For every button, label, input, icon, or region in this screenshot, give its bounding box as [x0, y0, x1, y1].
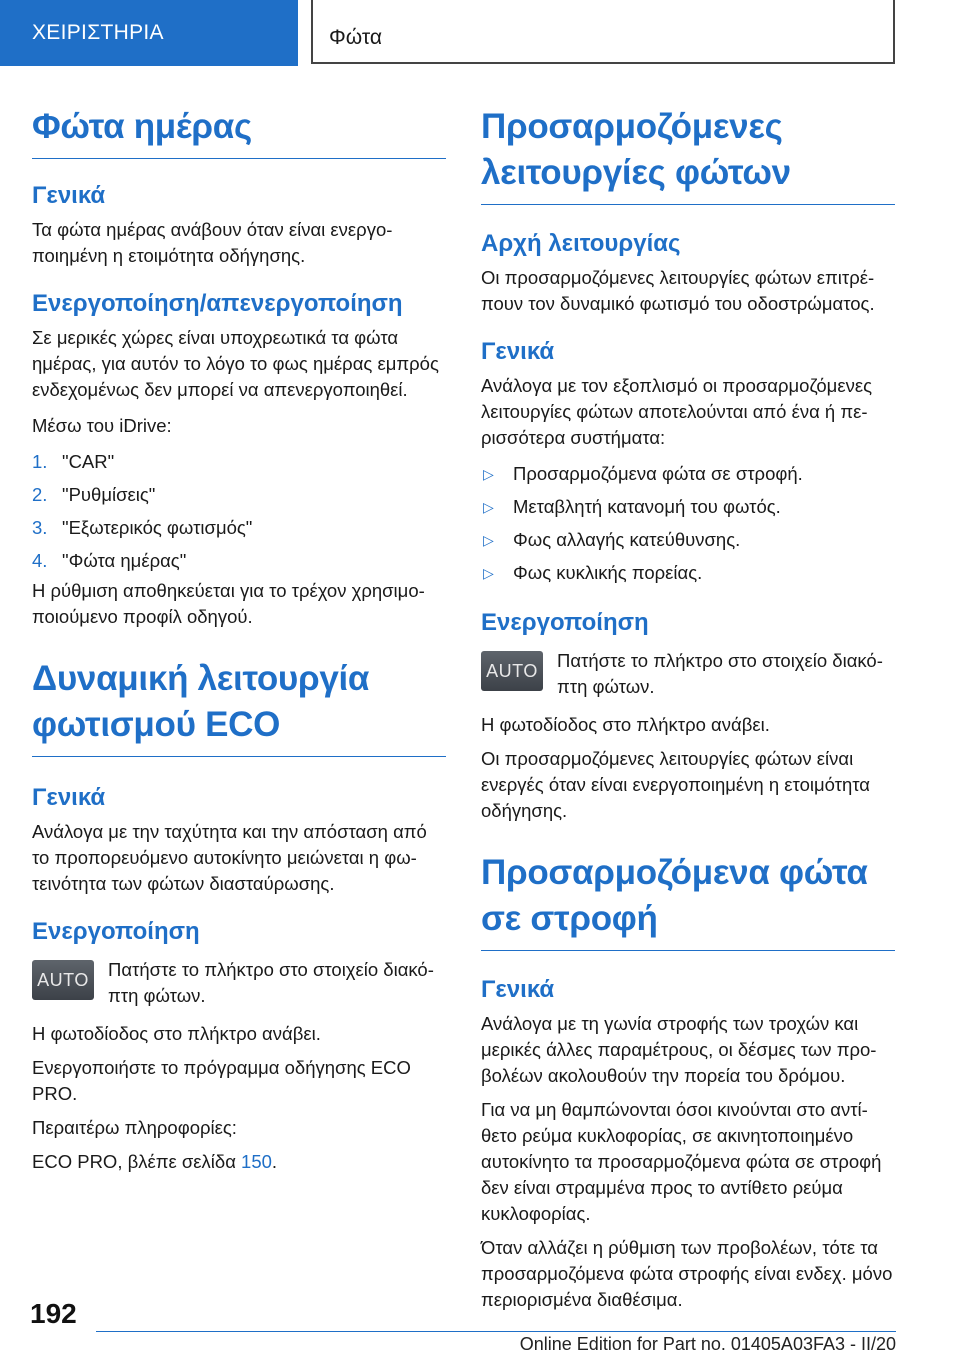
- step-text: "Ρυθμίσεις": [62, 484, 156, 505]
- auto-button-icon: AUTO: [481, 651, 543, 691]
- systems-list: [481, 461, 895, 586]
- reference-suffix: .: [271, 1151, 278, 1172]
- paragraph: Οι προσαρμοζόμενες λειτουργίες φώτων επιτρέ-πουν τον δυναμικό φωτισμό του οδοστρώματος.: [481, 267, 875, 314]
- step-number: 2.: [32, 484, 48, 505]
- triangle-bullet-icon: ▷: [483, 532, 494, 548]
- step-number: 3.: [32, 517, 48, 538]
- paragraph: Η φωτοδίοδος στο πλήκτρο ανάβει.: [481, 714, 770, 735]
- list-item: [32, 548, 446, 574]
- subheading-activation: Ενεργοποίηση: [481, 609, 649, 636]
- paragraph: Όταν αλλάζει η ρύθμιση των προβολέων, τότε τα προσαρμοζόμενα φώτα στροφής είναι ενδεχ. μόνο περιορισμένα διαθέσιμα.: [481, 1237, 893, 1310]
- auto-button-icon: AUTO: [32, 960, 94, 1000]
- page-reference-link[interactable]: 150: [241, 1151, 272, 1172]
- subheading-principle: Αρχή λειτουργίας: [481, 230, 681, 257]
- paragraph: Σε μερικές χώρες είναι υποχρεωτικά τα φώτα ημέρας, για αυτόν το λόγο το φως ημέρας εμπρός ενδεχομένως δεν μπορεί να απενεργοποιηθεί.: [32, 327, 439, 400]
- bullet-text: Μεταβλητή κατανομή του φωτός.: [513, 496, 781, 517]
- step-number: 1.: [32, 451, 48, 472]
- paragraph: Πατήστε το πλήκτρο στο στοιχείο διακό-πτη φώτων.: [108, 959, 434, 1006]
- bullet-text: Φως κυκλικής πορείας.: [513, 562, 703, 583]
- subheading-activation: Ενεργοποίηση/απενεργοποίηση: [32, 290, 403, 317]
- list-item: [32, 449, 446, 475]
- paragraph: Περαιτέρω πληροφορίες:: [32, 1117, 237, 1138]
- left-column: [32, 104, 446, 1175]
- paragraph: Η φωτοδίοδος στο πλήκτρο ανάβει.: [32, 1023, 321, 1044]
- triangle-bullet-icon: ▷: [483, 466, 494, 482]
- paragraph: Τα φώτα ημέρας ανάβουν όταν είναι ενεργο-ποιημένη η ετοιμότητα οδήγησης.: [32, 219, 393, 266]
- subheading-activation: Ενεργοποίηση: [32, 918, 200, 945]
- paragraph: Η ρύθμιση αποθηκεύεται για το τρέχον χρησιμο-ποιούμενο προφίλ οδηγού.: [32, 580, 425, 627]
- section-heading-adaptive-lighting: Προσαρμοζόμενες λειτουργίες φώτων: [481, 104, 895, 205]
- bullet-text: Προσαρμοζόμενα φώτα σε στροφή.: [513, 463, 803, 484]
- triangle-bullet-icon: ▷: [483, 565, 494, 581]
- section-title: Φώτα: [311, 0, 895, 64]
- list-item: [481, 527, 895, 553]
- steps-list: [32, 449, 446, 574]
- paragraph: Ανάλογα με την ταχύτητα και την απόσταση από το προπορευόμενο αυτοκίνητο μειώνεται η φω-τεινότητα των φώτων διασταύρωσης.: [32, 821, 427, 894]
- subheading-general: Γενικά: [481, 338, 555, 365]
- footer-divider: [96, 1331, 896, 1332]
- bullet-text: Φως αλλαγής κατεύθυνσης.: [513, 529, 741, 550]
- triangle-bullet-icon: ▷: [483, 499, 494, 515]
- step-text: "Φώτα ημέρας": [62, 550, 187, 571]
- step-text: "Εξωτερικός φωτισμός": [62, 517, 253, 538]
- paragraph: Ανάλογα με τον εξοπλισμό οι προσαρμοζόμενες λειτουργίες φώτων αποτελούνται από ένα ή πε-ρισσότερα συστήματα:: [481, 375, 872, 448]
- paragraph: Μέσω του iDrive:: [32, 415, 172, 436]
- section-heading-eco-lighting: Δυναμική λειτουργία φωτισμού ECO: [32, 656, 446, 757]
- edition-text: Online Edition for Part no. 01405A03FA3 - II/20: [519, 1334, 896, 1354]
- subheading-general: Γενικά: [32, 182, 106, 209]
- list-item: [481, 560, 895, 586]
- list-item: [32, 482, 446, 508]
- subheading-general: Γενικά: [32, 784, 106, 811]
- reference-prefix: ECO PRO, βλέπε σελίδα: [32, 1151, 242, 1172]
- paragraph: Οι προσαρμοζόμενες λειτουργίες φώτων είναι ενεργές όταν είναι ενεργοποιημένη η ετοιμότητα οδήγησης.: [481, 748, 870, 821]
- right-column: [481, 104, 895, 1313]
- page-number: 192: [30, 1298, 77, 1329]
- paragraph: Για να μη θαμπώνονται όσοι κινούνται στο αντί-θετο ρεύμα κυκλοφορίας, σε ακινητοποιημένο αυτοκίνητο τα προσαρμοζόμενα φώτα σε στροφή δεν είναι στραμμένα προς το αντίθετο ρεύμα κυκλοφορίας.: [481, 1099, 882, 1224]
- reference-line: [32, 1149, 446, 1175]
- auto-instruction: [481, 648, 895, 700]
- step-number: 4.: [32, 550, 48, 571]
- paragraph: Ενεργοποιήστε το πρόγραμμα οδήγησης ECO PRO.: [32, 1057, 411, 1104]
- section-heading-daylights: Φώτα ημέρας: [32, 104, 446, 159]
- paragraph: Ανάλογα με τη γωνία στροφής των τροχών και μερικές άλλες παραμέτρους, οι δέσμες των προ-βολέων ακολουθούν την πορεία του δρόμου.: [481, 1013, 877, 1086]
- list-item: [481, 494, 895, 520]
- paragraph: Πατήστε το πλήκτρο στο στοιχείο διακό-πτη φώτων.: [557, 650, 883, 697]
- chapter-tab: ΧΕΙΡΙΣΤΗΡΙΑ: [0, 0, 298, 66]
- step-text: "CAR": [62, 451, 115, 472]
- section-heading-cornering-lights: Προσαρμοζόμενα φώτα σε στροφή: [481, 850, 895, 951]
- list-item: [32, 515, 446, 541]
- list-item: [481, 461, 895, 487]
- auto-instruction: [32, 957, 446, 1009]
- subheading-general: Γενικά: [481, 976, 555, 1003]
- page-header: [0, 0, 960, 66]
